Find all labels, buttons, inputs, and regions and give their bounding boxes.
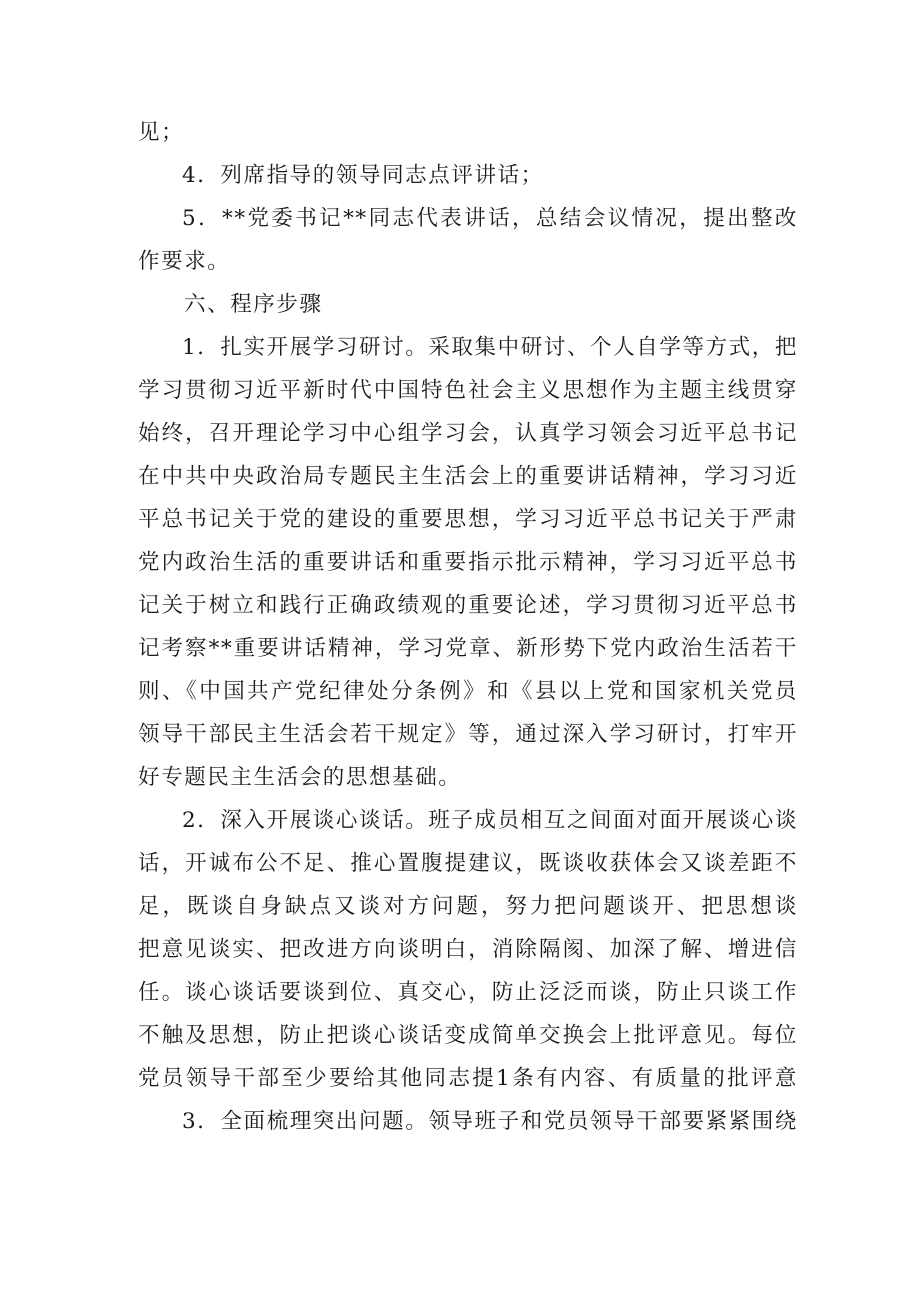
- paragraph-1-line: 学习贯彻习近平新时代中国特色社会主义思想作为主题主线贯穿: [138, 378, 798, 403]
- paragraph-2-line: 党员领导干部至少要给其他同志提1条有内容、有质量的批评意: [138, 1066, 798, 1091]
- paragraph-2-line: 任。谈心谈话要谈到位、真交心，防止泛泛而谈，防止只谈工作: [138, 980, 798, 1005]
- paragraph-2-line: 足，既谈自身缺点又谈对方问题，努力把问题谈开、把思想谈: [138, 894, 798, 919]
- list-item-4: 4．列席指导的领导同志点评讲话；: [182, 163, 544, 188]
- paragraph-1-line: 则、《中国共产党纪律处分条例》和《县以上党和国家机关党员: [138, 679, 798, 704]
- text-line: 作要求。: [138, 249, 231, 274]
- paragraph-1-line: 记考察**重要讲话精神，学习党章、新形势下党内政治生活若干: [138, 636, 798, 661]
- paragraph-1-line: 记关于树立和践行正确政绩观的重要论述，学习贯彻习近平总书: [138, 593, 798, 618]
- paragraph-2-line: 话，开诚布公不足、推心置腹提建议，既谈收获体会又谈差距不: [138, 851, 798, 876]
- paragraph-1-line: 好专题民主生活会的思想基础。: [138, 765, 462, 790]
- paragraph-2-line: 不触及思想，防止把谈心谈话变成简单交换会上批评意见。每位: [138, 1023, 798, 1048]
- paragraph-1-line: 领导干部民主生活会若干规定》等，通过深入学习研讨，打牢开: [138, 722, 798, 747]
- paragraph-1-line: 平总书记关于党的建设的重要思想，学习习近平总书记关于严肃: [138, 507, 798, 532]
- paragraph-1-line: 党内政治生活的重要讲话和重要指示批示精神，学习习近平总书: [138, 550, 798, 575]
- paragraph-1-line: 始终，召开理论学习中心组学习会，认真学习领会习近平总书记: [138, 421, 798, 446]
- paragraph-2-line: 2．深入开展谈心谈话。班子成员相互之间面对面开展谈心谈: [182, 808, 798, 833]
- list-item-5: 5．**党委书记**同志代表讲话，总结会议情况，提出整改: [182, 206, 798, 231]
- paragraph-1-line: 1．扎实开展学习研讨。采取集中研讨、个人自学等方式，把: [182, 335, 798, 360]
- text-line: 见；: [138, 120, 185, 145]
- section-heading: 六、程序步骤: [184, 292, 323, 317]
- paragraph-1-line: 在中共中央政治局专题民主生活会上的重要讲话精神，学习习近: [138, 464, 798, 489]
- paragraph-3-line: 3．全面梳理突出问题。领导班子和党员领导干部要紧紧围绕: [182, 1109, 798, 1134]
- paragraph-2-line: 把意见谈实、把改进方向谈明白，消除隔阂、加深了解、增进信: [138, 937, 798, 962]
